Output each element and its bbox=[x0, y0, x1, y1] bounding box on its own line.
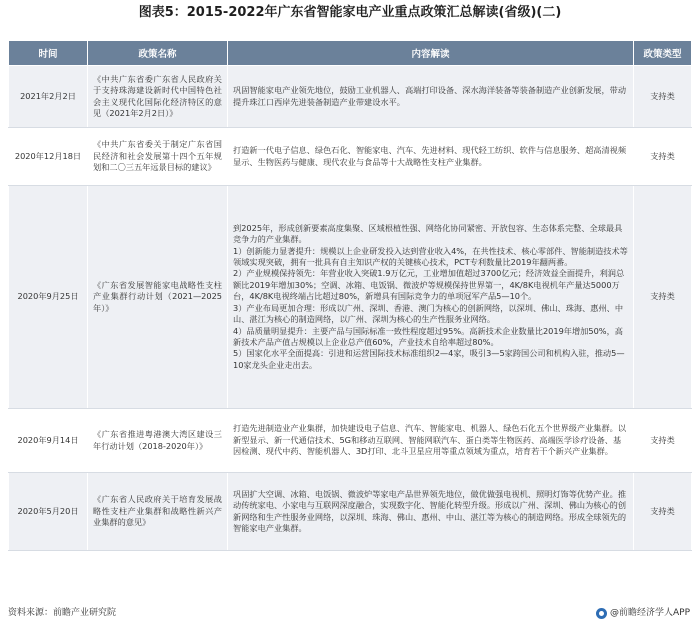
content-paragraph: 巩固智能家电产业领先地位，鼓励工业机器人、高端打印设备、深水海洋装备等装备制造产业创新发展，带动提升珠江口西岸先进装备制造产业带建设水平。 bbox=[233, 85, 627, 107]
content-paragraph: 4）品质量明显提升：主要产品与国际标准一致性程度超过95%。高新技术企业数量比2019年增加50%，高新技术产品产值占规模以上企业总产值60%，产业技术自给率超过80%。 bbox=[233, 325, 623, 347]
cell-policy-type: 支持类 bbox=[634, 409, 692, 473]
cell-content bbox=[228, 186, 634, 409]
qianzhan-logo-icon bbox=[596, 608, 607, 619]
content-paragraph: 打造新一代电子信息、绿色石化、智能家电、汽车、先进材料、现代轻工纺织、软件与信息服务、超高清视频显示、生物医药与健康、现代农业与食品等十大战略性支柱产业集群。 bbox=[233, 145, 627, 167]
policy-table bbox=[8, 40, 692, 551]
cell-policy-name: 《中共广东省委关于制定广东省国民经济和社会发展第十四个五年规划和二〇三五年远景目标的建议》 bbox=[88, 128, 228, 186]
header-policy-type: 政策类型 bbox=[634, 41, 692, 66]
cell-policy-type: 支持类 bbox=[634, 186, 692, 409]
cell-policy-name: 《中共广东省委广东省人民政府关于支持珠海建设新时代中国特色社会主义现代化国际化经济特区的意见（2021年2月2日）》 bbox=[88, 66, 228, 128]
table-row bbox=[9, 409, 692, 473]
cell-date: 2020年9月14日 bbox=[9, 409, 88, 473]
cell-content bbox=[228, 128, 634, 186]
cell-content bbox=[228, 409, 634, 473]
content-paragraph: 打造先进制造业产业集群，加快建设电子信息、汽车、智能家电、机器人、绿色石化五个世界级产业集群。以新型显示、新一代通信技术、5G和移动互联网、智能网联汽车、蛋白类等生物医药、高端医学诊疗设备、基因检测、现代中药、智能机器人、3D打印、北斗卫星应用等重点领域为重点，培育若干个新兴产业集群。 bbox=[233, 423, 627, 457]
source-note: 资料来源：前瞻产业研究院 bbox=[8, 608, 117, 618]
content-paragraph: 5）国家化水平全面提高：引进和运营国际技术标准组织2—4家，吸引3—5家跨国公司和机构入驻，推动5—10家龙头企业走出去。 bbox=[233, 348, 625, 370]
content-paragraph: 2）产业规模保持领先：年营业收入突破1.9万亿元，工业增加值超过3700亿元；经济效益全面提升，利润总额比2019年增加30%；空调、冰箱、电饭锅、微波炉等规模保持世界第一，4K/8K电视机年产量达5000万台，4K/8K电视终端占比超过80%，新增具有国际竞争力的单项冠军产品5—10个。 bbox=[233, 268, 625, 302]
cell-policy-name: 《广东省人民政府关于培育发展战略性支柱产业集群和战略性新兴产业集群的意见》 bbox=[88, 473, 228, 551]
cell-date: 2020年9月25日 bbox=[9, 186, 88, 409]
header-date: 时间 bbox=[9, 41, 88, 66]
cell-content bbox=[228, 473, 634, 551]
table-row bbox=[9, 128, 692, 186]
cell-policy-type: 支持类 bbox=[634, 128, 692, 186]
cell-policy-type: 支持类 bbox=[634, 473, 692, 551]
table-header-row bbox=[9, 41, 692, 66]
page-title: 图表5：2015-2022年广东省智能家电产业重点政策汇总解读(省级)(二) bbox=[138, 5, 562, 20]
content-paragraph: 3）产业布局更加合理：形成以广州、深圳、香港、澳门为核心的创新网络，以深圳、佛山、珠海、惠州、中山、湛江为核心的制造网络，以广州、深圳为核心的生产性服务业网络。 bbox=[233, 302, 624, 325]
cell-date: 2020年12月18日 bbox=[9, 128, 88, 186]
header-policy-name: 政策名称 bbox=[88, 41, 228, 66]
cell-date: 2021年2月2日 bbox=[9, 66, 88, 128]
brand-credit-text: @前瞻经济学人APP bbox=[609, 608, 690, 618]
table-row bbox=[9, 473, 692, 551]
cell-policy-name: 《广东省推进粤港澳大湾区建设三年行动计划（2018-2020年）》 bbox=[88, 409, 228, 473]
table-row bbox=[9, 186, 692, 409]
content-paragraph: 巩固扩大空调、冰箱、电饭锅、微波炉等家电产品世界领先地位，做优做强电视机、照明灯饰等优势产业。推动传统家电、小家电与互联网深度融合，实现数字化、智能化转型升级。形成以广州、深圳、佛山为核心的创新网络和生产性服务业网络，以深圳、珠海、佛山、惠州、中山、湛江等为核心的制造网络。形成全球领先的智能家电产业集群。 bbox=[233, 488, 627, 533]
table-row bbox=[9, 66, 692, 128]
policy-table-container bbox=[8, 40, 691, 551]
cell-policy-type: 支持类 bbox=[634, 66, 692, 128]
header-content: 内容解读 bbox=[228, 41, 634, 66]
content-paragraph: 到2025年，形成创新要素高度集聚、区域根植性强、网络化协同紧密、开放包容、生态体系完整、全球最具竞争力的产业集群。 bbox=[233, 222, 623, 245]
brand-credit bbox=[596, 606, 690, 620]
cell-date: 2020年5月20日 bbox=[9, 473, 88, 551]
cell-policy-name: 《广东省发展智能家电战略性支柱产业集群行动计划（2021—2025年）》 bbox=[88, 186, 228, 409]
content-paragraph: 1）创新能力显著提升：规模以上企业研发投入达到营业收入4%，在共性技术、核心零部件、智能制造技术等领域实现突破，拥有一批具有自主知识产权的关键核心技术，PCT专利数量比2019年翻两番。 bbox=[233, 245, 628, 268]
cell-content bbox=[228, 66, 634, 128]
